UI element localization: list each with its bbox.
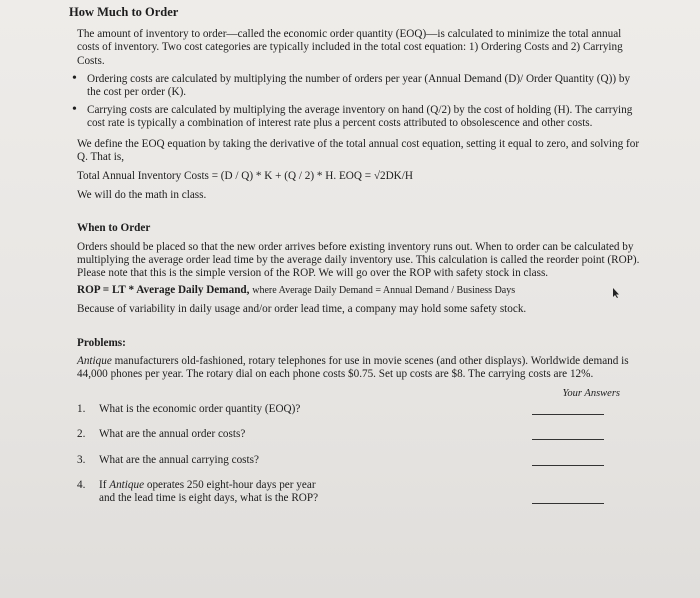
answer-line-1[interactable] [532, 414, 604, 415]
cost-bullet-list [72, 70, 640, 131]
bullet-ordering-costs: • Ordering costs are calculated by multiplying the number of orders per year (Annual Demand (D)/ Order Quantity (Q)) by the cost per order (K). [72, 70, 631, 99]
answers-header [77, 389, 640, 403]
when-paragraph: Orders should be placed so that the new order arrives before existing inventory runs out. When to order can be calculated by multiplying the average order lead time by the average daily inventory use. This calculation is called the reorder point (ROP). Please note that this is the simple version of the ROP. We will go over the ROP with safety stock in class. [77, 240, 640, 280]
problem-scenario: Antique manufacturers old-fashioned, rotary telephones for use in movie scenes (and other displays). Worldwide demand is 44,000 phones per year. The rotary dial on each phone costs $0.75. Set up costs are $8. The carrying costs are 12%. [77, 354, 629, 381]
section-title-problems: Problems: [77, 336, 126, 349]
question-1: 1. What is the economic order quantity (EOQ)? [77, 403, 640, 416]
mouse-cursor-icon [612, 288, 620, 298]
answer-line-3[interactable] [532, 465, 604, 466]
bullet-icon: • [72, 70, 77, 86]
intro-paragraph: The amount of inventory to order—called the economic order quantity (EOQ)—is calculated to minimize the total annual costs of inventory. Two cost categories are typically included in the total cost equation: 1) Ordering Costs and 2) Carrying Costs. [77, 28, 623, 67]
rop-formula: ROP = LT * Average Daily Demand, [77, 284, 250, 297]
variability-note: Because of variability in daily usage and/or order lead time, a company may hold some safety stock. [77, 303, 527, 316]
question-3: 3. What are the annual carrying costs? [77, 454, 640, 467]
math-note: We will do the math in class. [77, 189, 207, 202]
question-2: 2. What are the annual order costs? [77, 428, 640, 441]
bullet-carrying-costs: • Carrying costs are calculated by multiplying the average inventory on hand (Q/2) by the cost of holding (H). The carrying cost rate is typically a combination of interest rate plus a percent costs attributed to obsolescence and other costs. [72, 102, 633, 130]
answer-line-4[interactable] [532, 503, 604, 504]
section-title-how-much: How Much to Order [69, 5, 179, 19]
company-name: Antique [77, 354, 112, 367]
question-4: 4. If Antique operates 250 eight-hour days per year and the lead time is eight days, what is the ROP? [77, 479, 640, 505]
your-answers-label: Your Answers [562, 388, 620, 400]
eoq-equation: Total Annual Inventory Costs = (D / Q) * K + (Q / 2) * H. EOQ = √2DK/H [77, 170, 413, 183]
rop-where: where Average Daily Demand = Annual Demand / Business Days [252, 285, 516, 297]
rop-formula-line [77, 284, 640, 297]
section-title-when: When to Order [77, 222, 151, 235]
answer-line-2[interactable] [532, 439, 604, 440]
bullet-icon: • [72, 102, 77, 118]
eoq-definition: We define the EOQ equation by taking the derivative of the total annual cost equation, setting it equal to zero, and solving for Q. That is, [77, 137, 640, 163]
